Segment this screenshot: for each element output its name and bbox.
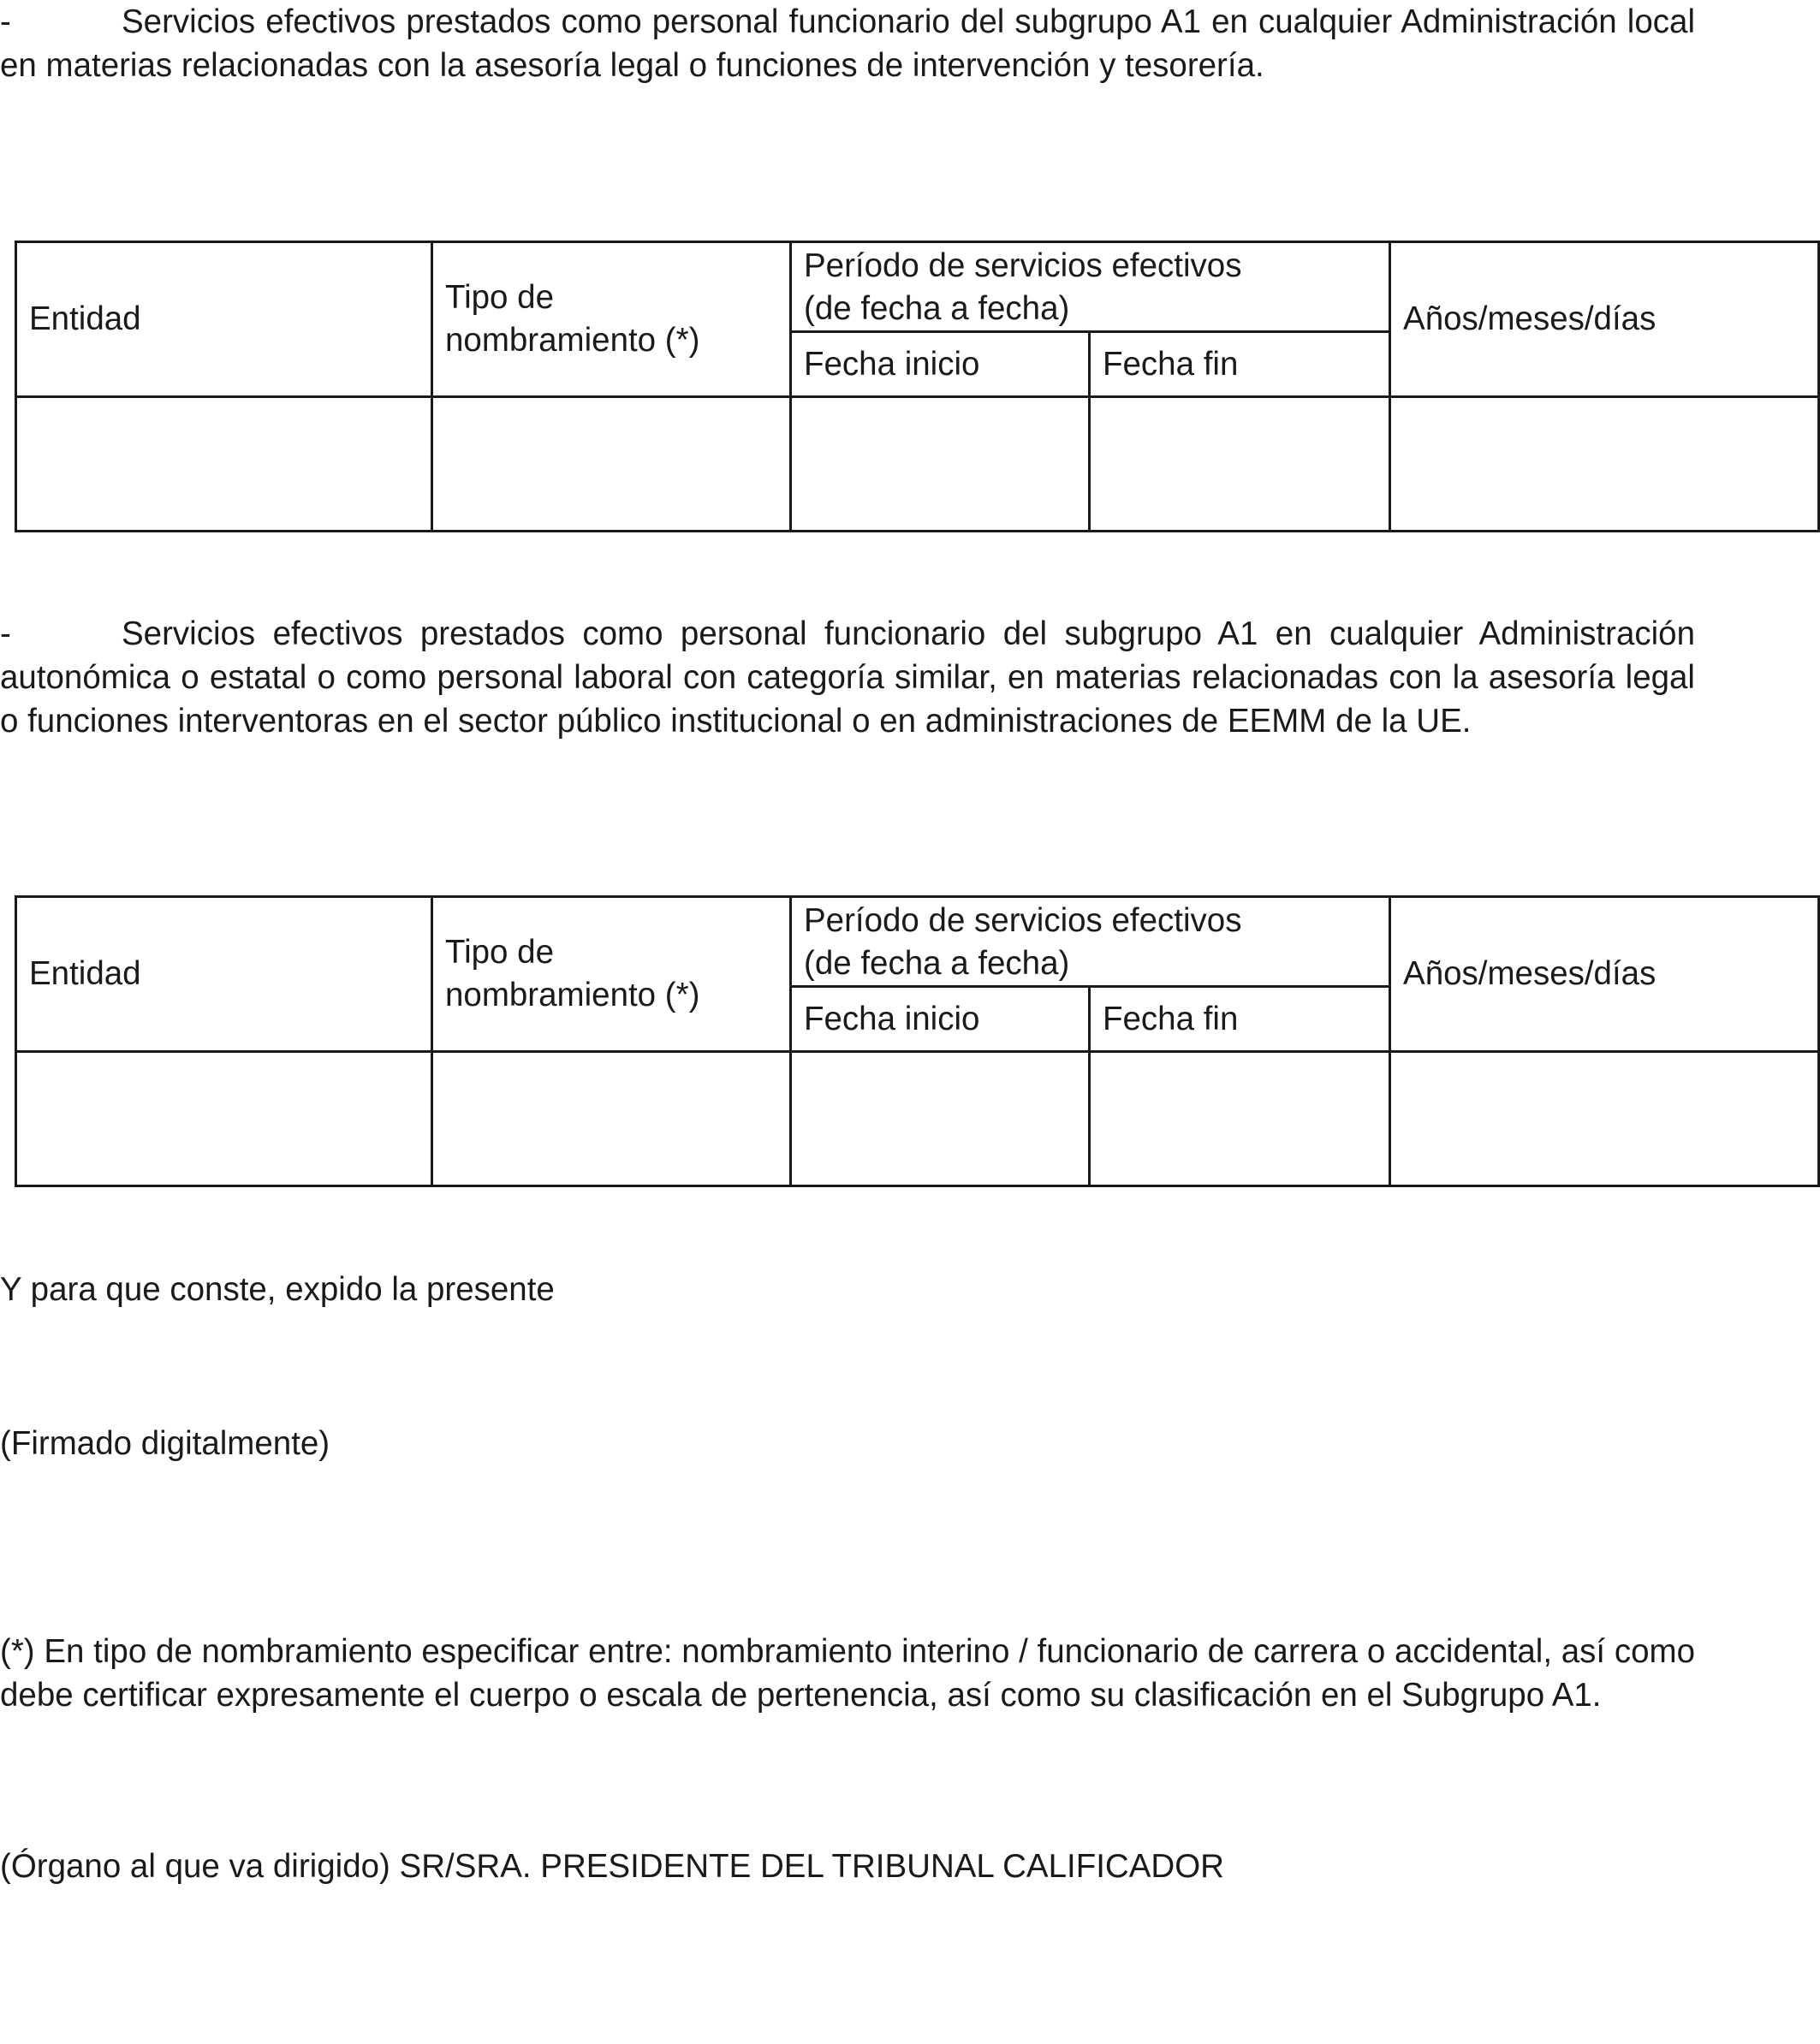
- list-dash: -: [0, 3, 11, 40]
- cell-fecha-inicio[interactable]: [791, 1052, 1090, 1186]
- section-1-paragraph: [0, 0, 1695, 87]
- cell-entidad[interactable]: [16, 1052, 432, 1186]
- header-tipo-nombramiento: Tipo de nombramiento (*): [432, 897, 791, 1052]
- table-header-row: [16, 897, 1819, 987]
- header-fecha-fin: Fecha fin: [1090, 332, 1390, 397]
- header-anos-meses-dias: Años/meses/días: [1390, 242, 1819, 397]
- services-table-local: [15, 241, 1820, 532]
- table-header-row: [16, 242, 1819, 332]
- header-anos-meses-dias: Años/meses/días: [1390, 897, 1819, 1052]
- header-entidad: Entidad: [16, 242, 432, 397]
- cell-anos-meses-dias[interactable]: [1390, 1052, 1819, 1186]
- section-1-text: Servicios efectivos prestados como personal funcionario del subgrupo A1 en cualquier Administración local en materias relacionadas con la asesoría legal o funciones de intervención y tesorería.: [0, 3, 1695, 84]
- list-dash: -: [0, 615, 11, 652]
- header-tipo-nombramiento: Tipo de nombramiento (*): [432, 242, 791, 397]
- cell-fecha-inicio[interactable]: [791, 397, 1090, 532]
- table-row: [16, 1052, 1819, 1186]
- cell-anos-meses-dias[interactable]: [1390, 397, 1819, 532]
- section-2-paragraph: [0, 612, 1695, 743]
- section-2-text: Servicios efectivos prestados como personal funcionario del subgrupo A1 en cualquier Administración autonómica o estatal o como personal laboral con categoría similar, en materias relacionadas con la asesoría legal o funciones interventoras en el sector público institucional o en administraciones de EEMM de la UE.: [0, 615, 1695, 740]
- cell-tipo-nombramiento[interactable]: [432, 1052, 791, 1186]
- footnote: (*) En tipo de nombramiento especificar entre: nombramiento interino / funcionario de carrera o accidental, así como debe certificar expresamente el cuerpo o escala de pertenencia, así como su clasificación en el Subgrupo A1.: [0, 1633, 1695, 1714]
- header-periodo: Período de servicios efectivos (de fecha a fecha): [791, 242, 1390, 332]
- signature-note: (Firmado digitalmente): [0, 1425, 330, 1462]
- addressee: (Órgano al que va dirigido) SR/SRA. PRESIDENTE DEL TRIBUNAL CALIFICADOR: [0, 1848, 1224, 1885]
- header-fecha-inicio: Fecha inicio: [791, 332, 1090, 397]
- cell-entidad[interactable]: [16, 397, 432, 532]
- header-fecha-inicio: Fecha inicio: [791, 987, 1090, 1052]
- header-fecha-fin: Fecha fin: [1090, 987, 1390, 1052]
- closing-statement: Y para que conste, expido la presente: [0, 1271, 555, 1308]
- cell-tipo-nombramiento[interactable]: [432, 397, 791, 532]
- table-row: [16, 397, 1819, 532]
- cell-fecha-fin[interactable]: [1090, 1052, 1390, 1186]
- services-table-autonomic-state: [15, 895, 1820, 1187]
- header-periodo: Período de servicios efectivos (de fecha a fecha): [791, 897, 1390, 987]
- header-entidad: Entidad: [16, 897, 432, 1052]
- cell-fecha-fin[interactable]: [1090, 397, 1390, 532]
